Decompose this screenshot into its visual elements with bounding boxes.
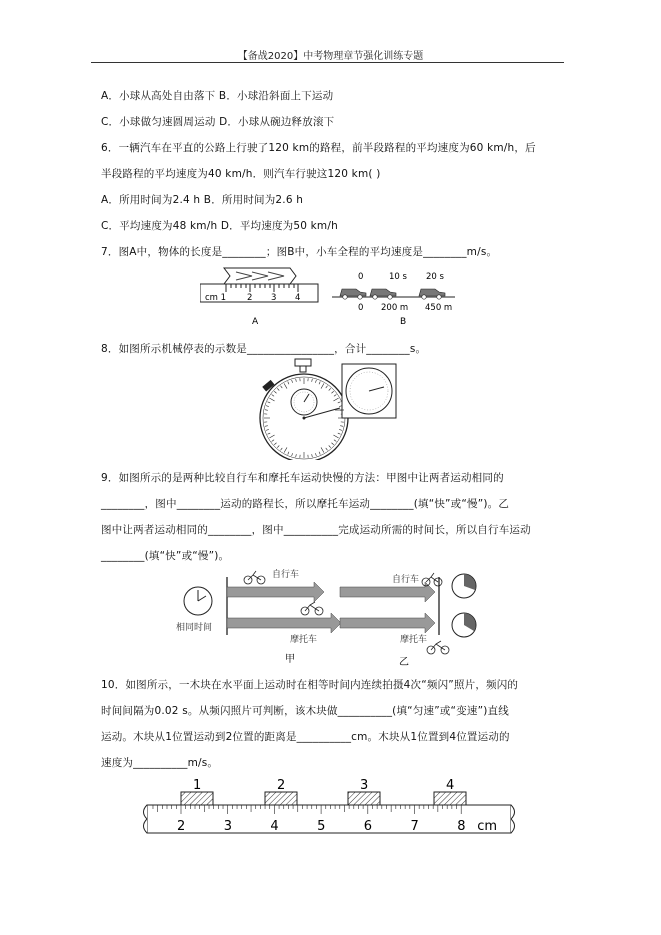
- scale-label: 6: [363, 819, 373, 834]
- same-time-label: 相同时间: [176, 623, 213, 633]
- ruler-tick-4: 4: [295, 293, 301, 303]
- bike-label-jia: 自行车: [272, 570, 300, 580]
- moto-label-jia: 摩托车: [290, 635, 318, 645]
- figure-jia: [176, 568, 341, 665]
- dist-450m: 450 m: [425, 303, 453, 313]
- q10-stem-3: 运动。木块从1位置运动到2位置的距离是__________cm。木块从1位置到4位置运动的: [101, 731, 510, 743]
- figure-b-label: B: [400, 317, 407, 327]
- minute-dial-inset: [335, 364, 396, 418]
- time-10s: 10 s: [389, 272, 407, 282]
- q10-stem-1: 10．如图所示，一木块在水平面上运动时在相等时间内连续拍摄4次“频闪”照片，频闪的: [101, 679, 519, 691]
- q8-stopwatch-figure: [254, 356, 404, 460]
- q5-options-cd: C．小球做匀速圆周运动 D．小球从碗边释放滚下: [101, 116, 335, 128]
- scale-label: 4: [270, 819, 279, 834]
- block-3: [348, 792, 380, 805]
- block-label-1: 1: [193, 778, 202, 793]
- q6-stem-2: 半段路程的平均速度为40 km/h．则汽车行驶这120 km( ): [101, 168, 381, 180]
- block-label-3: 3: [360, 778, 369, 793]
- label-jia: 甲: [285, 654, 295, 665]
- motorcycle-icon: [301, 602, 323, 615]
- block-label-4: 4: [446, 778, 455, 793]
- time-20s: 20 s: [426, 272, 444, 282]
- figure-yi: [340, 573, 476, 668]
- time-0: 0: [358, 272, 364, 282]
- q6-stem-1: 6．一辆汽车在平直的公路上行驶了120 km的路程，前半段路程的平均速度为60 km/h，后: [101, 142, 536, 154]
- q8-stem: 8．如图所示机械停表的示数是________________，合计________s。: [101, 343, 427, 355]
- scale-label: 2: [177, 819, 186, 834]
- motorcycle-icon: [427, 641, 449, 654]
- q9-stem-4: ________(填“快”或“慢”)。: [101, 550, 230, 562]
- dist-200m: 200 m: [381, 303, 409, 313]
- block-4: [434, 792, 466, 805]
- q5-options-ab: A．小球从高处自由落下 B．小球沿斜面上下运动: [101, 90, 334, 102]
- ruler-tick-3: 3: [271, 293, 277, 303]
- q9-stem-2: ________，图中________运动的路程长，所以摩托车运动________(填“快”或“慢”)。乙: [101, 498, 510, 510]
- header-rule: [91, 62, 564, 63]
- block-label-2: 2: [277, 778, 286, 793]
- figure-a-label: A: [252, 317, 259, 327]
- label-yi: 乙: [399, 657, 409, 668]
- q9-stem-1: 9．如图所示的是两种比较自行车和摩托车运动快慢的方法：甲图中让两者运动相同的: [101, 472, 504, 484]
- scale-label: 5: [317, 819, 326, 834]
- q7-figure: [200, 262, 460, 330]
- clock-icon: [452, 613, 476, 637]
- scale-label: 3: [223, 819, 232, 834]
- scale-label: 8: [457, 819, 466, 834]
- q6-options-cd: C．平均速度为48 km/h D．平均速度为50 km/h: [101, 220, 338, 232]
- stopwatch: [260, 359, 348, 460]
- page-header: 【备战2020】中考物理章节强化训练专题: [237, 51, 424, 62]
- scale-label: 7: [410, 819, 419, 834]
- bicycle-icon: [244, 571, 265, 584]
- cars-figure-b: [332, 272, 455, 327]
- moto-label-yi: 摩托车: [400, 635, 428, 645]
- q9-figure: [176, 565, 496, 675]
- clock-icon: [452, 574, 476, 598]
- ruler-tick-2: 2: [247, 293, 253, 303]
- q9-stem-3: 图中让两者运动相同的________，图中__________完成运动所需的时间长，所以自行车运动: [101, 524, 531, 536]
- dist-0: 0: [358, 303, 364, 313]
- scale-unit: cm: [477, 819, 498, 834]
- q10-stem-2: 时间间隔为0.02 s。从频闪照片可判断，该木块做__________(填“匀速”或“变速”)直线: [101, 705, 509, 717]
- q10-figure: [140, 775, 520, 839]
- block-1: [181, 792, 213, 805]
- block-2: [265, 792, 297, 805]
- q6-options-ab: A．所用时间为2.4 h B．所用时间为2.6 h: [101, 194, 304, 206]
- q10-stem-4: 速度为__________m/s。: [101, 757, 219, 769]
- bike-label-yi: 自行车: [392, 575, 420, 585]
- ruler-tick-1: cm 1: [205, 293, 227, 303]
- ruler-figure-a: [200, 268, 318, 327]
- q7-stem: 7．图A中，物体的长度是________；图B中，小车全程的平均速度是________m/s。: [101, 246, 498, 258]
